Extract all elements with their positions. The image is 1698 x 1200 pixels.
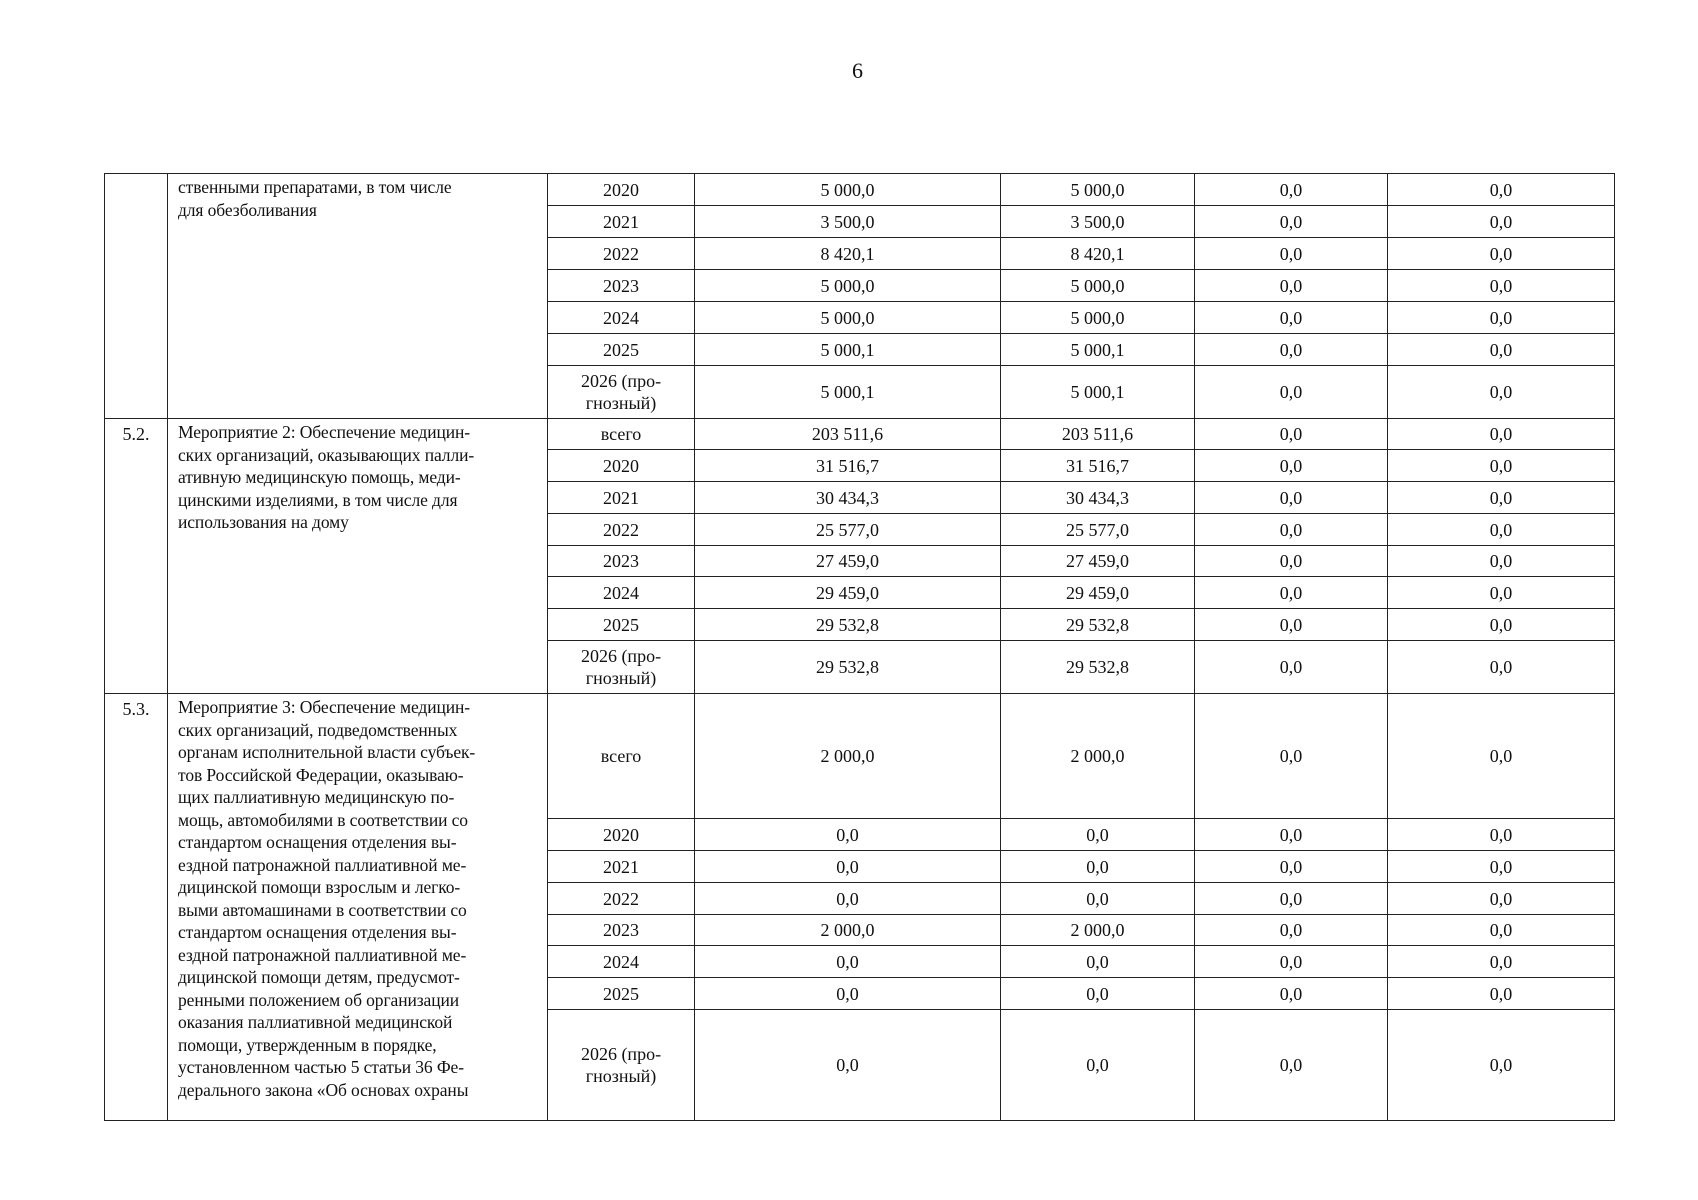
regional-value-cell: 0,0 [1195, 609, 1388, 641]
year-cell [548, 915, 695, 946]
regional-value-cell: 0,0 [1195, 238, 1388, 270]
year-label: 2020 [603, 179, 639, 200]
year-cell [548, 450, 695, 482]
year-cell [548, 270, 695, 302]
total-value-cell: 0,0 [695, 946, 1001, 978]
other-value-cell: 0,0 [1388, 419, 1615, 450]
year-cell [548, 206, 695, 238]
other-value-cell: 0,0 [1388, 915, 1615, 946]
year-label: всего [600, 424, 642, 444]
other-value-cell: 0,0 [1388, 641, 1615, 694]
year-cell [548, 641, 695, 694]
federal-value-cell: 8 420,1 [1001, 238, 1195, 270]
federal-value-cell: 0,0 [1001, 883, 1195, 915]
total-value-cell: 31 516,7 [695, 450, 1001, 482]
year-label: 2022 [603, 888, 639, 909]
federal-value-cell: 5 000,1 [1001, 334, 1195, 366]
regional-value-cell: 0,0 [1195, 915, 1388, 946]
year-cell [548, 978, 695, 1010]
regional-value-cell: 0,0 [1195, 641, 1388, 694]
regional-value-cell: 0,0 [1195, 546, 1388, 577]
federal-value-cell: 2 000,0 [1001, 915, 1195, 946]
description-line: ственными препаратами, в том числе [178, 177, 452, 197]
regional-value-cell: 0,0 [1195, 302, 1388, 334]
year-cell [548, 819, 695, 851]
federal-value-cell: 2 000,0 [1001, 694, 1195, 819]
regional-value-cell: 0,0 [1195, 334, 1388, 366]
budget-table-body [105, 174, 1615, 1121]
regional-value-cell: 0,0 [1195, 206, 1388, 238]
other-value-cell: 0,0 [1388, 946, 1615, 978]
total-value-cell: 8 420,1 [695, 238, 1001, 270]
other-value-cell: 0,0 [1388, 366, 1615, 419]
year-cell [548, 174, 695, 206]
regional-value-cell: 0,0 [1195, 946, 1388, 978]
year-label: 2026 (про- [580, 1044, 662, 1064]
description-line: помощи, утвержденным в порядке, [178, 1034, 437, 1055]
total-value-cell: 5 000,1 [695, 366, 1001, 419]
year-label: 2022 [603, 243, 639, 264]
regional-value-cell: 0,0 [1195, 577, 1388, 609]
year-cell [548, 334, 695, 366]
year-cell [548, 366, 695, 419]
regional-value-cell: 0,0 [1195, 978, 1388, 1010]
regional-value-cell: 0,0 [1195, 174, 1388, 206]
item-description-cell [168, 174, 548, 419]
other-value-cell: 0,0 [1388, 694, 1615, 819]
year-label: 2020 [603, 455, 639, 476]
description-line: цинскими изделиями, в том числе для [178, 489, 458, 510]
year-cell [548, 514, 695, 546]
table-row [105, 419, 1615, 450]
year-label: 2024 [603, 307, 639, 328]
year-cell [548, 419, 695, 450]
description-line: для обезболивания [178, 199, 317, 220]
other-value-cell: 0,0 [1388, 883, 1615, 915]
federal-value-cell: 27 459,0 [1001, 546, 1195, 577]
year-label: гнозный) [585, 668, 657, 688]
total-value-cell: 5 000,0 [695, 302, 1001, 334]
federal-value-cell: 5 000,0 [1001, 270, 1195, 302]
year-cell [548, 482, 695, 514]
page-number: 6 [852, 58, 863, 83]
year-label: 2024 [603, 582, 639, 603]
federal-value-cell: 0,0 [1001, 946, 1195, 978]
total-value-cell: 0,0 [695, 851, 1001, 883]
federal-value-cell: 0,0 [1001, 978, 1195, 1010]
total-value-cell: 5 000,0 [695, 174, 1001, 206]
total-value-cell: 0,0 [695, 978, 1001, 1010]
description-line: ездной патронажной паллиативной ме- [178, 854, 467, 875]
federal-value-cell: 0,0 [1001, 851, 1195, 883]
description-line: мощь, автомобилями в соответствии со [178, 809, 468, 830]
year-label: 2021 [603, 487, 639, 508]
regional-value-cell: 0,0 [1195, 819, 1388, 851]
description-line: установленном частью 5 статьи 36 Фе- [178, 1057, 464, 1077]
description-line: Мероприятие 3: Обеспечение медицин- [178, 697, 470, 717]
year-label: 2020 [603, 824, 639, 845]
federal-value-cell: 5 000,0 [1001, 302, 1195, 334]
federal-value-cell: 29 459,0 [1001, 577, 1195, 609]
description-line: ативную медицинскую помощь, меди- [178, 467, 461, 487]
regional-value-cell: 0,0 [1195, 450, 1388, 482]
federal-value-cell: 3 500,0 [1001, 206, 1195, 238]
other-value-cell: 0,0 [1388, 609, 1615, 641]
other-value-cell: 0,0 [1388, 851, 1615, 883]
other-value-cell: 0,0 [1388, 206, 1615, 238]
total-value-cell: 2 000,0 [695, 915, 1001, 946]
description-line: стандартом оснащения отделения вы- [178, 922, 457, 942]
description-line: органам исполнительной власти субъек- [178, 742, 476, 762]
total-value-cell: 0,0 [695, 819, 1001, 851]
total-value-cell: 203 511,6 [695, 419, 1001, 450]
description-line: оказания паллиативной медицинской [178, 1012, 453, 1032]
federal-value-cell: 29 532,8 [1001, 641, 1195, 694]
year-cell [548, 546, 695, 577]
federal-value-cell: 0,0 [1001, 1010, 1195, 1121]
regional-value-cell: 0,0 [1195, 514, 1388, 546]
other-value-cell: 0,0 [1388, 546, 1615, 577]
other-value-cell: 0,0 [1388, 482, 1615, 514]
item-number-cell [105, 174, 168, 419]
description-line: Мероприятие 2: Обеспечение медицин- [178, 422, 470, 442]
item-number-cell: 5.2. [105, 419, 168, 694]
other-value-cell: 0,0 [1388, 334, 1615, 366]
total-value-cell: 3 500,0 [695, 206, 1001, 238]
total-value-cell: 29 532,8 [695, 641, 1001, 694]
regional-value-cell: 0,0 [1195, 366, 1388, 419]
year-label: всего [600, 746, 642, 766]
year-label: 2023 [603, 275, 639, 296]
year-label: 2026 (про- [580, 371, 662, 391]
year-label: 2024 [603, 951, 639, 972]
year-label: гнозный) [585, 393, 657, 413]
year-cell [548, 302, 695, 334]
other-value-cell: 0,0 [1388, 450, 1615, 482]
other-value-cell: 0,0 [1388, 1010, 1615, 1121]
description-line: дицинской помощи детям, предусмот- [178, 967, 460, 987]
description-line: ездной патронажной паллиативной ме- [178, 944, 467, 965]
federal-value-cell: 30 434,3 [1001, 482, 1195, 514]
year-label: 2025 [603, 339, 639, 360]
year-label: 2022 [603, 519, 639, 540]
total-value-cell: 29 532,8 [695, 609, 1001, 641]
year-cell [548, 694, 695, 819]
year-cell [548, 1010, 695, 1121]
federal-value-cell: 31 516,7 [1001, 450, 1195, 482]
other-value-cell: 0,0 [1388, 978, 1615, 1010]
total-value-cell: 0,0 [695, 883, 1001, 915]
description-line: ских организаций, подведомственных [178, 719, 458, 740]
year-cell [548, 609, 695, 641]
total-value-cell: 5 000,1 [695, 334, 1001, 366]
description-line: использования на дому [178, 512, 349, 532]
federal-value-cell: 203 511,6 [1001, 419, 1195, 450]
total-value-cell: 29 459,0 [695, 577, 1001, 609]
year-label: 2021 [603, 211, 639, 232]
year-label: гнозный) [585, 1066, 657, 1086]
other-value-cell: 0,0 [1388, 238, 1615, 270]
regional-value-cell: 0,0 [1195, 694, 1388, 819]
description-line: дицинской помощи взрослым и легко- [178, 877, 461, 897]
total-value-cell: 5 000,0 [695, 270, 1001, 302]
total-value-cell: 25 577,0 [695, 514, 1001, 546]
year-label: 2026 (про- [580, 646, 662, 666]
regional-value-cell: 0,0 [1195, 419, 1388, 450]
regional-value-cell: 0,0 [1195, 851, 1388, 883]
total-value-cell: 0,0 [695, 1010, 1001, 1121]
other-value-cell: 0,0 [1388, 174, 1615, 206]
description-line: ских организаций, оказывающих палли- [178, 444, 475, 465]
federal-value-cell: 25 577,0 [1001, 514, 1195, 546]
year-cell [548, 883, 695, 915]
regional-value-cell: 0,0 [1195, 883, 1388, 915]
federal-value-cell: 29 532,8 [1001, 609, 1195, 641]
year-label: 2021 [603, 856, 639, 877]
table-row [105, 694, 1615, 819]
other-value-cell: 0,0 [1388, 819, 1615, 851]
federal-value-cell: 0,0 [1001, 819, 1195, 851]
other-value-cell: 0,0 [1388, 577, 1615, 609]
description-line: дерального закона «Об основах охраны [178, 1079, 469, 1100]
other-value-cell: 0,0 [1388, 514, 1615, 546]
budget-table [104, 173, 1615, 1121]
regional-value-cell: 0,0 [1195, 1010, 1388, 1121]
other-value-cell: 0,0 [1388, 270, 1615, 302]
year-cell [548, 946, 695, 978]
total-value-cell: 27 459,0 [695, 546, 1001, 577]
table-row [105, 174, 1615, 206]
item-number-cell: 5.3. [105, 694, 168, 1121]
regional-value-cell: 0,0 [1195, 270, 1388, 302]
other-value-cell: 0,0 [1388, 302, 1615, 334]
federal-value-cell: 5 000,1 [1001, 366, 1195, 419]
year-cell [548, 238, 695, 270]
year-label: 2025 [603, 614, 639, 635]
total-value-cell: 30 434,3 [695, 482, 1001, 514]
year-label: 2023 [603, 920, 639, 940]
regional-value-cell: 0,0 [1195, 482, 1388, 514]
year-label: 2025 [603, 983, 639, 1004]
description-line: стандартом оснащения отделения вы- [178, 832, 457, 852]
description-line: ренными положением об организации [178, 989, 460, 1010]
year-cell [548, 851, 695, 883]
description-line: тов Российской Федерации, оказываю- [178, 764, 464, 785]
description-line: выми автомашинами в соответствии со [178, 899, 467, 920]
item-description-cell [168, 419, 548, 694]
description-line: щих паллиативную медицинскую по- [178, 787, 455, 807]
federal-value-cell: 5 000,0 [1001, 174, 1195, 206]
year-label: 2023 [603, 551, 639, 571]
year-cell [548, 577, 695, 609]
total-value-cell: 2 000,0 [695, 694, 1001, 819]
item-description-cell [168, 694, 548, 1121]
